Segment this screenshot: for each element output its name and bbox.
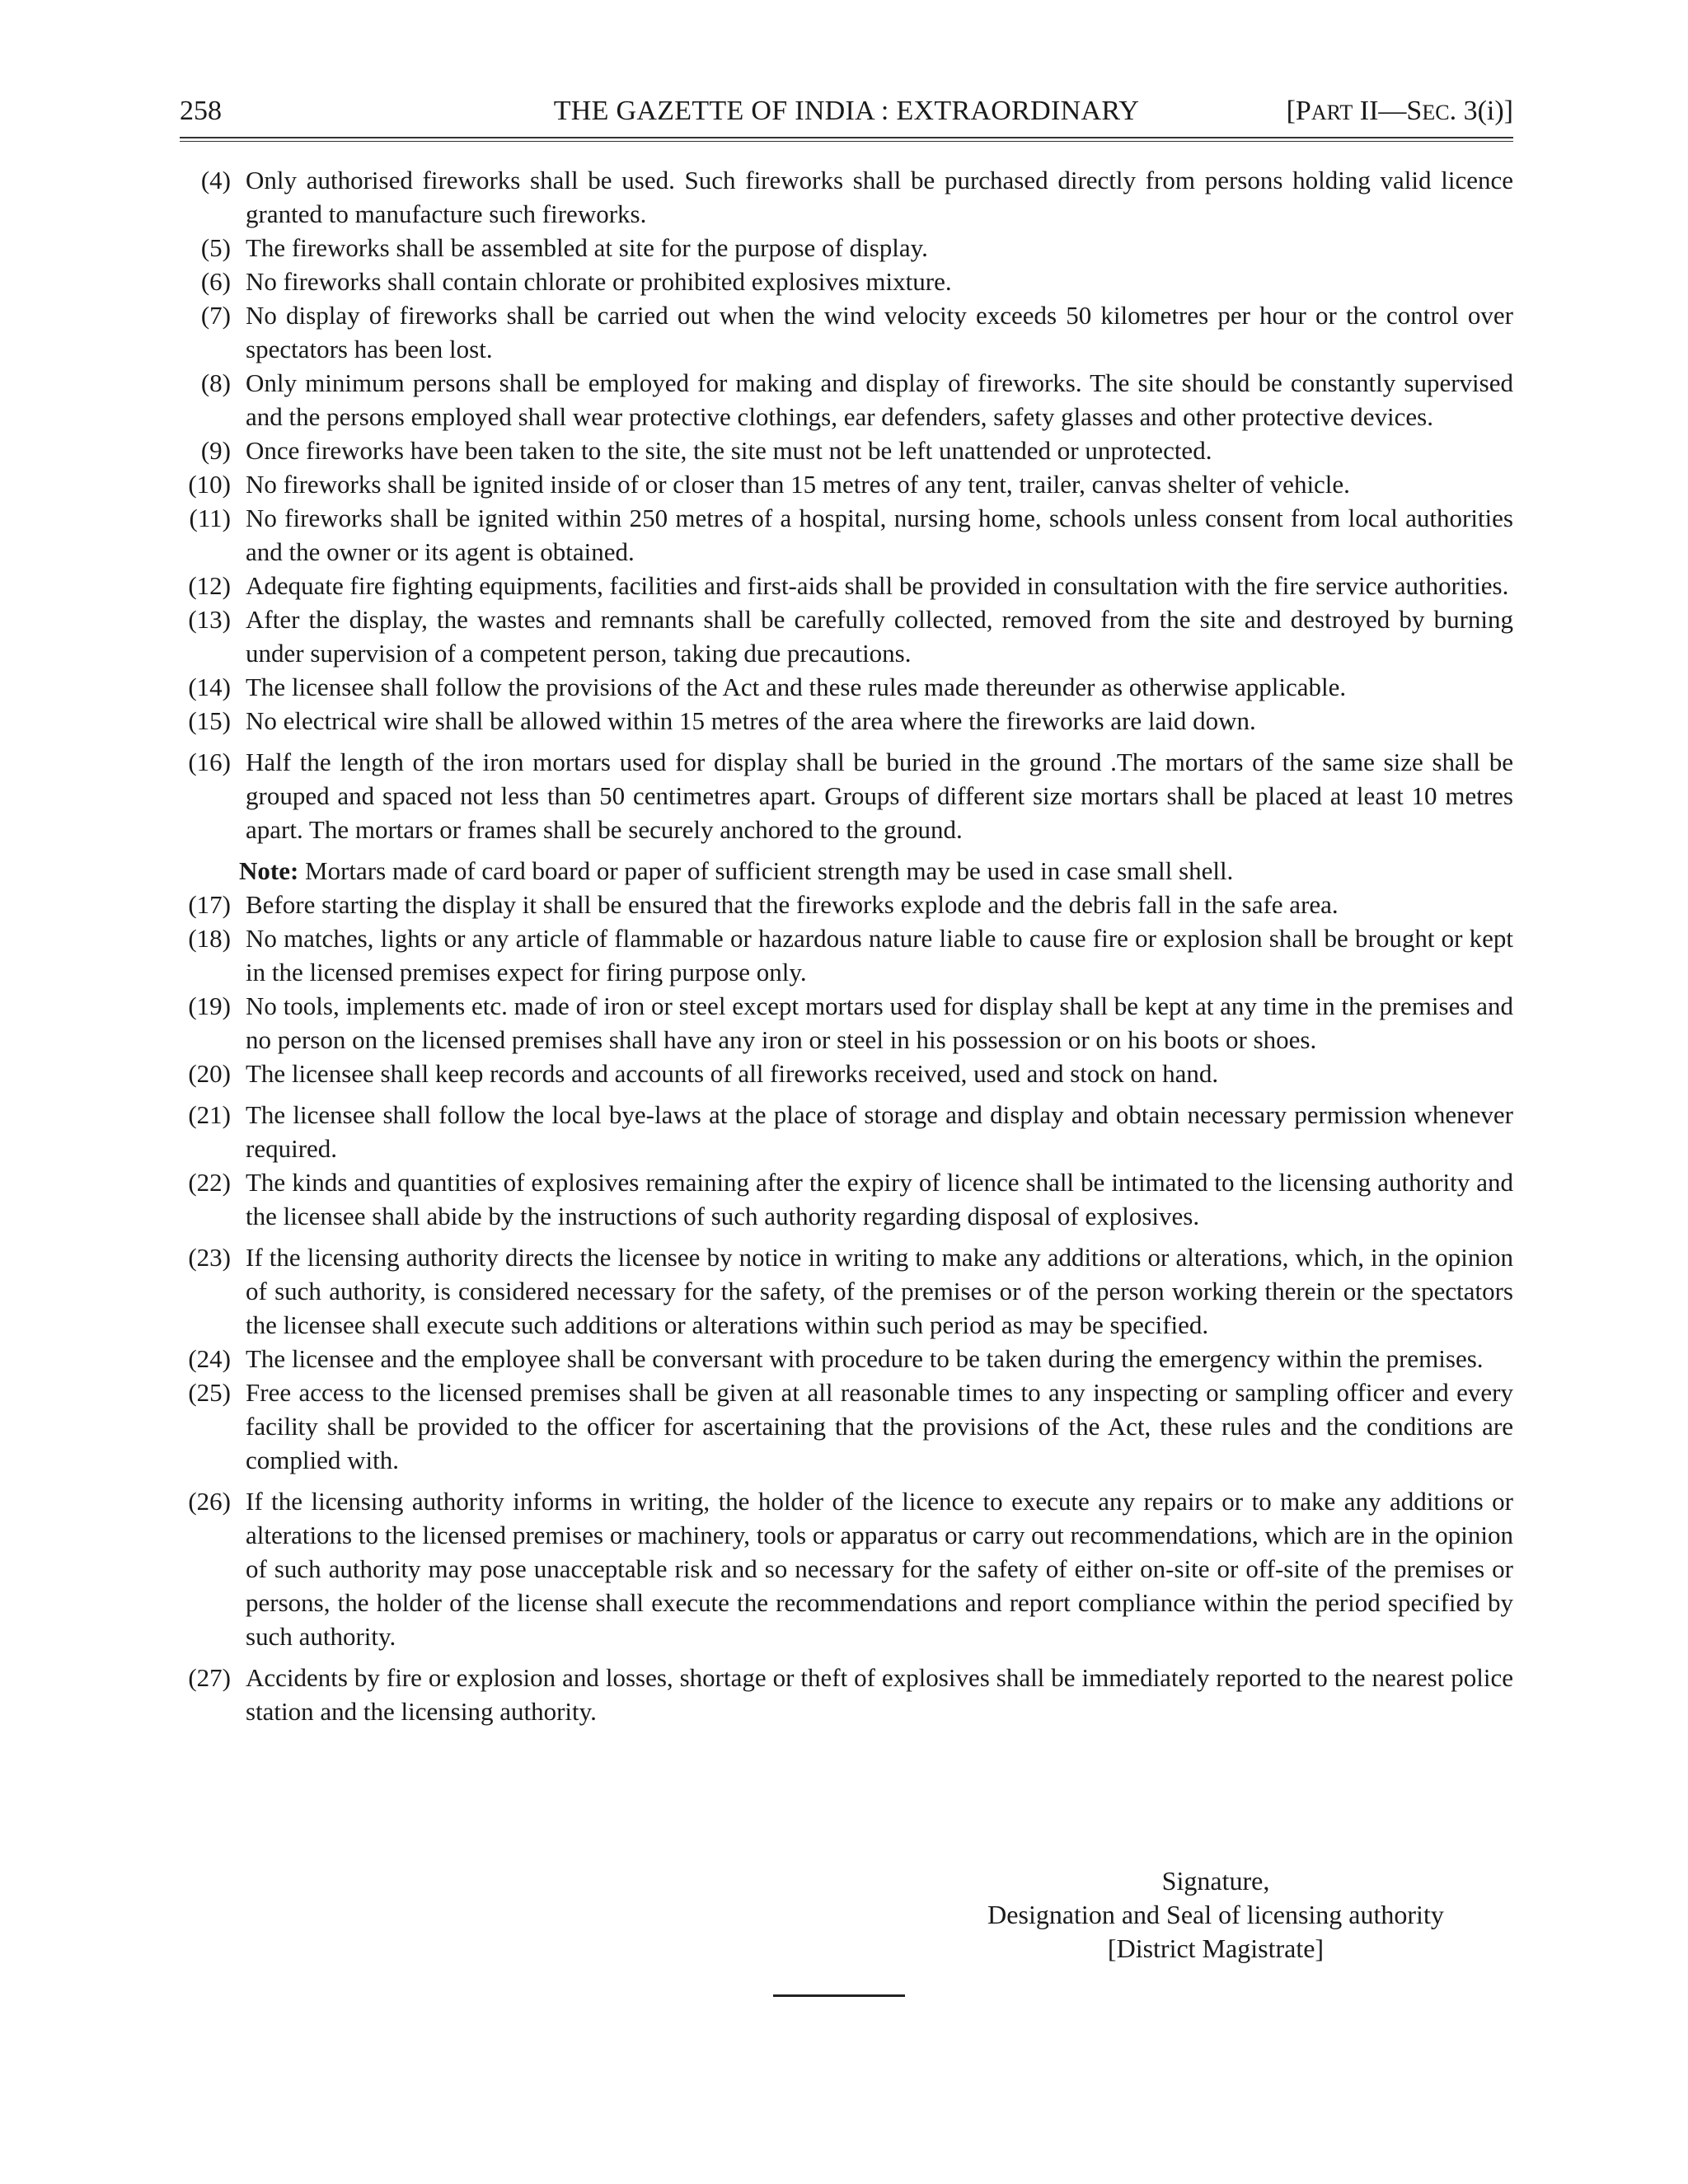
end-rule: [773, 1994, 905, 1997]
magistrate-line: [District Magistrate]: [1107, 1933, 1325, 1963]
condition-item: (7) No display of fireworks shall be carried out when the wind velocity exceeds 50 kilometres per hour or the control over spectators has been lost.: [200, 301, 1513, 363]
condition-item: (27) Accidents by fire or explosion and losses, shortage or theft of explosives shall be immediately reported to the nearest police station and the licensing authority.: [188, 1663, 1513, 1726]
gazette-title: THE GAZETTE OF INDIA : EXTRAORDINARY: [553, 96, 1140, 126]
condition-item: (23) If the licensing authority directs the licensee by notice in writing to make any additions or alterations, which, in the opinion of such authority, is considered necessary for the safety, of the premises or of the person working therein or the spectators the licensee shall execute such additions or alterations within such period as may be specified.: [188, 1243, 1513, 1339]
condition-item: (14) The licensee shall follow the provisions of the Act and these rules made thereunder as otherwise applicable.: [188, 673, 1347, 701]
page-header: [180, 92, 1513, 137]
condition-item: (8) Only minimum persons shall be employed for making and display of fireworks. The site should be constantly supervised and the persons employed shall wear protective clothings, ear defenders, safety glasses and other protective devices.: [200, 368, 1513, 431]
condition-item: (11) No fireworks shall be ignited within 250 metres of a hospital, nursing home, schools unless consent from local authorities and the owner or its agent is obtained.: [189, 504, 1513, 566]
note-label: Note:: [239, 856, 299, 885]
condition-item: (17) Before starting the display it shall be ensured that the fireworks explode and the debris fall in the safe area.: [188, 890, 1339, 919]
condition-item: (20) The licensee shall keep records and accounts of all fireworks received, used and stock on hand.: [188, 1059, 1219, 1088]
condition-item: (6) No fireworks shall contain chlorate or prohibited explosives mixture.: [200, 267, 952, 296]
header-rule: [180, 137, 1513, 142]
condition-item: (12) Adequate fire fighting equipments, facilities and first-aids shall be provided in consultation with the fire service authorities.: [188, 571, 1509, 600]
condition-item: (18) No matches, lights or any article of flammable or hazardous nature liable to cause fire or explosion shall be brought or kept in the licensed premises expect for firing purpose only.: [188, 924, 1513, 987]
condition-item: (21) The licensee shall follow the local bye-laws at the place of storage and display and obtain necessary permission whenever required.: [188, 1100, 1513, 1163]
condition-item: (15) No electrical wire shall be allowed within 15 metres of the area where the fireworks are laid down.: [188, 706, 1256, 735]
note-paragraph: [180, 854, 1513, 888]
condition-item: (26) If the licensing authority informs in writing, the holder of the licence to execute any repairs or to make any additions or alterations to the licensed premises or machinery, tools or apparatus or carry out recommendations, which are in the opinion of such authority may pose unacceptable risk and so necessary for the safety of either on-site or off-site of the premises or persons, the holder of the license shall execute the recommendations and report compliance within the period specified by such authority.: [188, 1487, 1513, 1651]
condition-item: (19) No tools, implements etc. made of iron or steel except mortars used for display shall be kept at any time in the premises and no person on the licensed premises shall have any iron or steel in his possession or on his boots or shoes.: [188, 991, 1513, 1054]
condition-item: (4) Only authorised fireworks shall be used. Such fireworks shall be purchased directly from persons holding valid licence granted to manufacture such fireworks.: [200, 166, 1513, 228]
condition-item: (9) Once fireworks have been taken to the site, the site must not be left unattended or unprotected.: [200, 436, 1212, 465]
condition-item: (16) Half the length of the iron mortars used for display shall be buried in the ground .The mortars of the same size shall be grouped and spaced not less than 50 centimetres apart. Groups of different size mortars shall be placed at least 10 metres apart. The mortars or frames shall be securely anchored to the ground.: [188, 748, 1513, 844]
gazette-page: [180, 92, 1513, 1728]
part-section-label: [PART II—SEC. 3(i)]: [1286, 96, 1513, 126]
condition-item: (13) After the display, the wastes and remnants shall be carefully collected, removed from the site and destroyed by burning under supervision of a competent person, taking due precautions.: [188, 605, 1513, 668]
conditions-list: [180, 163, 1513, 1728]
condition-item: (10) No fireworks shall be ignited inside of or closer than 15 metres of any tent, trailer, canvas shelter of vehicle.: [188, 470, 1350, 499]
note-text: Mortars made of card board or paper of sufficient strength may be used in case small shell.: [298, 856, 1234, 885]
signature-line: Signature,: [1161, 1866, 1270, 1896]
page-number: 258: [180, 96, 222, 126]
condition-item: (5) The fireworks shall be assembled at site for the purpose of display.: [200, 233, 928, 262]
condition-item: (22) The kinds and quantities of explosives remaining after the expiry of licence shall be intimated to the licensing authority and the licensee shall abide by the instructions of such authority regarding disposal of explosives.: [188, 1168, 1513, 1230]
condition-item: (25) Free access to the licensed premises shall be given at all reasonable times to any inspecting or sampling officer and every facility shall be provided to the officer for ascertaining that the provisions of the Act, these rules and the conditions are complied with.: [188, 1378, 1513, 1474]
signature-block: [977, 1864, 1455, 1966]
designation-line: Designation and Seal of licensing authority: [987, 1900, 1444, 1929]
condition-item: (24) The licensee and the employee shall be conversant with procedure to be taken during the emergency within the premises.: [188, 1344, 1484, 1373]
